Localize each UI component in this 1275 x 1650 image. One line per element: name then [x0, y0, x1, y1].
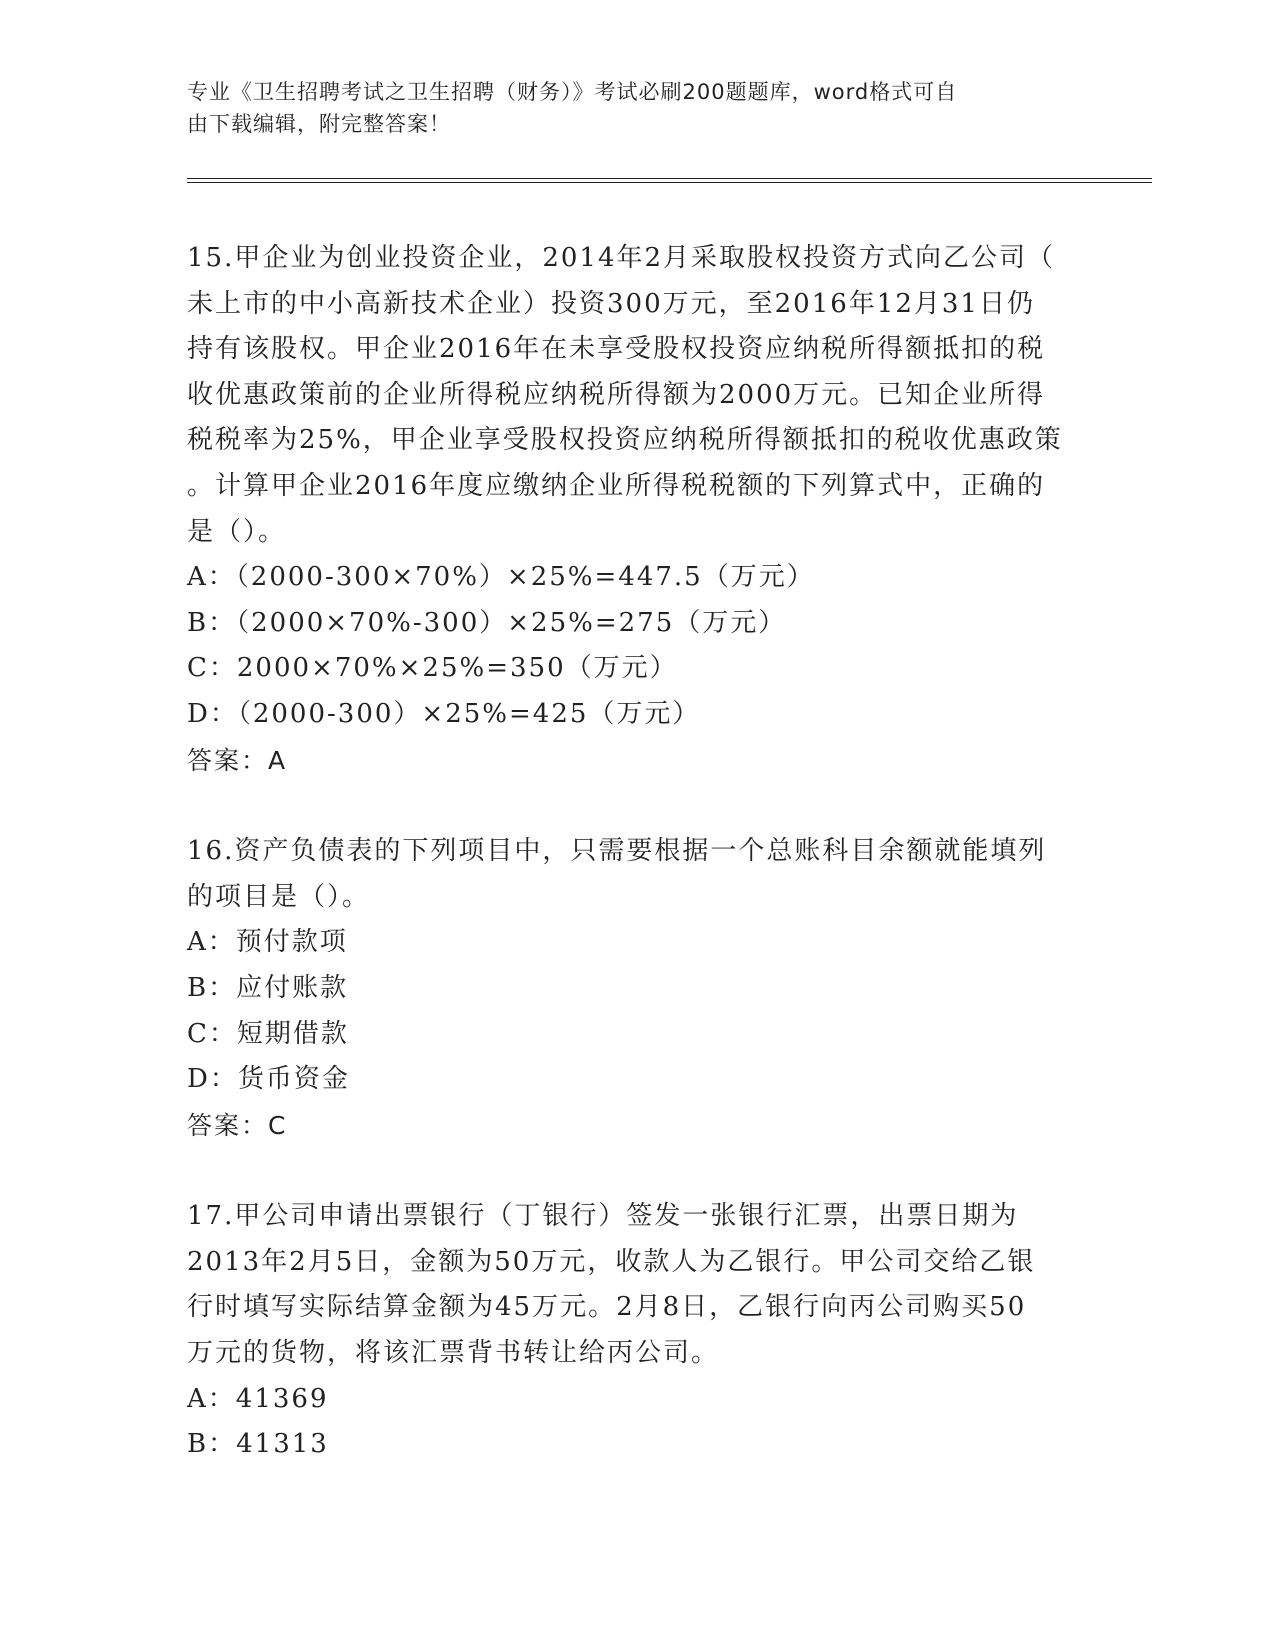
option-a: A：（2000-300×70%）×25%=447.5（万元）	[187, 562, 815, 593]
question-stem-line: 收优惠政策前的企业所得税应纳税所得额为2000万元。已知企业所得	[187, 379, 1046, 410]
option-a: A：预付款项	[187, 927, 348, 958]
question-list	[187, 236, 1087, 1468]
option-d: D：（2000-300）×25%=425（万元）	[187, 698, 701, 729]
option-b: B：（2000×70%-300）×25%=275（万元）	[187, 607, 787, 638]
question-stem-line: 税税率为25%，甲企业享受股权投资应纳税所得额抵扣的税收优惠政策	[187, 425, 1063, 456]
option-b: B：41313	[187, 1429, 329, 1460]
question-stem-line: 持有该股权。甲企业2016年在未享受股权投资应纳税所得额抵扣的税	[187, 334, 1046, 365]
question-stem-line: 是（）。	[187, 516, 287, 547]
question-15	[187, 236, 1087, 783]
option-c: C：2000×70%×25%=350（万元）	[187, 653, 678, 684]
question-stem-line: 未上市的中小高新技术企业）投资300万元，至2016年12月31日仍	[187, 288, 1035, 319]
header-line-2: 由下载编辑，附完整答案！	[187, 112, 451, 136]
question-17	[187, 1194, 1087, 1468]
question-spacer	[187, 1148, 1087, 1194]
option-d: D：货币资金	[187, 1064, 350, 1095]
question-stem-line: 2013年2月5日，金额为50万元，收款人为乙银行。甲公司交给乙银	[187, 1246, 1036, 1277]
header-line-1: 专业《卫生招聘考试之卫生招聘（财务）》考试必刷200题题库，word格式可自	[187, 80, 958, 104]
answer-label: 答案：A	[187, 745, 288, 775]
question-stem-line: 16.资产负债表的下列项目中，只需要根据一个总账科目余额就能填列	[187, 836, 1047, 867]
option-a: A：41369	[187, 1383, 329, 1414]
question-stem-line: 。计算甲企业2016年度应缴纳企业所得税税额的下列算式中，正确的	[187, 470, 1046, 501]
option-c: C：短期借款	[187, 1018, 349, 1049]
question-stem-line: 万元的货物，将该汇票背书转让给丙公司。	[187, 1338, 720, 1369]
question-spacer	[187, 783, 1087, 829]
question-stem-line: 17.甲公司申请出票银行（丁银行）签发一张银行汇票，出票日期为	[187, 1201, 1019, 1232]
question-stem-line: 行时填写实际结算金额为45万元。2月8日，乙银行向丙公司购买50	[187, 1292, 1027, 1323]
question-stem-line: 15.甲企业为创业投资企业，2014年2月采取股权投资方式向乙公司（	[187, 243, 1056, 273]
question-stem-line: 的项目是（）。	[187, 881, 371, 912]
document-header	[187, 76, 1067, 140]
option-b: B：应付账款	[187, 972, 349, 1003]
question-16	[187, 829, 1087, 1148]
header-divider	[187, 178, 1152, 183]
answer-label: 答案：C	[187, 1110, 288, 1140]
